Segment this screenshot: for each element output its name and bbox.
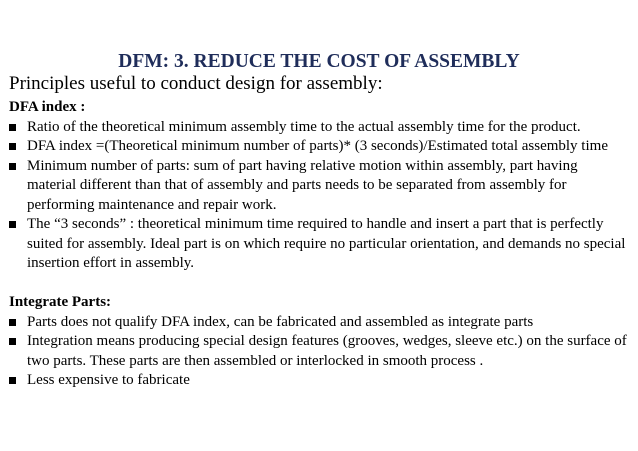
square-bullet-icon <box>9 124 16 131</box>
bullet-text: Integration means producing special design features (grooves, wedges, sleeve etc.) on the surface of two parts. These parts are then assembled or interlocked in smooth process . <box>27 333 627 369</box>
section-heading: Integrate Parts: <box>9 294 112 310</box>
list-item <box>9 371 629 391</box>
list-item <box>9 332 629 371</box>
slide-subtitle: Principles useful to conduct design for assembly: <box>9 73 383 94</box>
bullet-text: Parts does not qualify DFA index, can be fabricated and assembled as integrate parts <box>27 313 534 330</box>
section-integrate-parts <box>9 293 629 391</box>
list-item <box>9 157 629 216</box>
section-heading: DFA index : <box>9 99 86 115</box>
slide-body <box>9 98 629 391</box>
square-bullet-icon <box>9 377 16 384</box>
slide-title: DFM: 3. REDUCE THE COST OF ASSEMBLY <box>118 51 520 72</box>
square-bullet-icon <box>9 221 16 228</box>
square-bullet-icon <box>9 143 16 150</box>
section-spacer <box>9 274 629 294</box>
list-item <box>9 313 629 333</box>
list-item <box>9 118 629 138</box>
bullet-text: DFA index =(Theoretical minimum number of parts)* (3 seconds)/Estimated total assembly time <box>27 138 608 154</box>
bullet-text: The “3 seconds” : theoretical minimum time required to handle and insert a part that is perfectly suited for assembly. Ideal part is on which require no particular orientation, and demands no special insertion effort in assembly. <box>27 216 626 271</box>
list-item <box>9 215 629 274</box>
section-dfa-index <box>9 98 629 274</box>
bullet-list <box>9 118 629 274</box>
square-bullet-icon <box>9 338 16 345</box>
square-bullet-icon <box>9 163 16 170</box>
square-bullet-icon <box>9 319 16 326</box>
bullet-list <box>9 313 629 391</box>
bullet-text: Less expensive to fabricate <box>27 372 190 388</box>
bullet-text: Ratio of the theoretical minimum assembly time to the actual assembly time for the product. <box>27 118 581 135</box>
list-item <box>9 137 629 157</box>
bullet-text: Minimum number of parts: sum of part having relative motion within assembly, part having material different than that of assembly and parts needs to be separated from assembly for performing maintenance and repair work. <box>27 157 578 213</box>
